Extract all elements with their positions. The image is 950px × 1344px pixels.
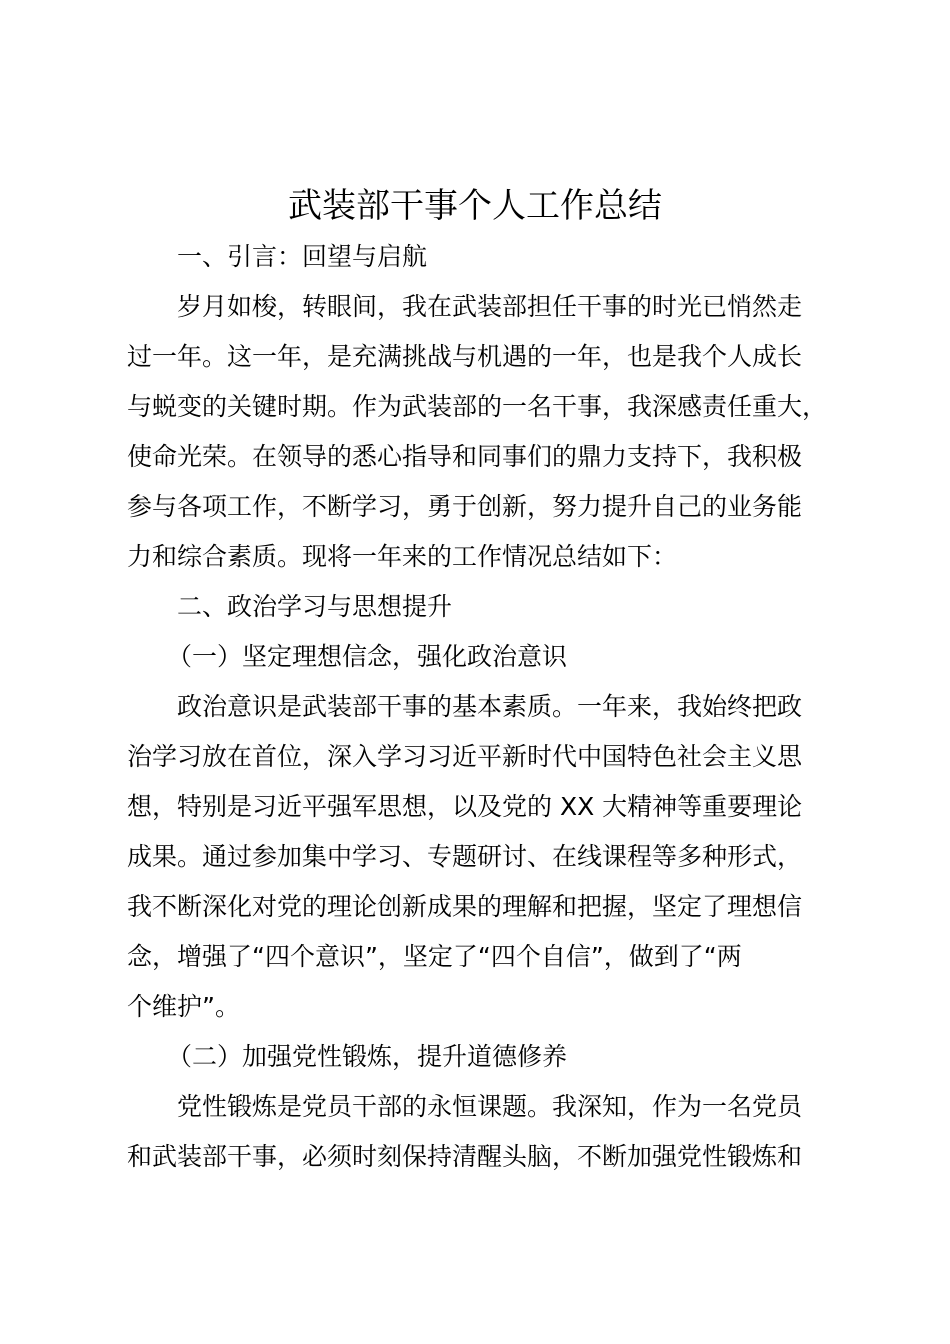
text-line: 政治意识是武装部干事的基本素质。一年来，我始终把政	[177, 692, 803, 721]
text-line: 想，特别是习近平强军思想，以及党的 XX 大精神等重要理论	[127, 792, 803, 821]
text-line: 二、政治学习与思想提升	[177, 592, 453, 621]
text-line: （二）加强党性锻炼，提升道德修养	[167, 1042, 568, 1071]
text-line: 党性锻炼是党员干部的永恒课题。我深知，作为一名党员	[177, 1092, 803, 1121]
document-body	[127, 232, 847, 1182]
text-line: 过一年。这一年，是充满挑战与机遇的一年，也是我个人成长	[127, 342, 803, 371]
document-title: 武装部干事个人工作总结	[288, 186, 662, 226]
text-line: 与蜕变的关键时期。作为武装部的一名干事，我深感责任重大，	[127, 392, 828, 421]
text-line: 岁月如梭，转眼间，我在武装部担任干事的时光已悄然走	[177, 292, 803, 321]
text-line: 参与各项工作，不断学习，勇于创新，努力提升自己的业务能	[127, 492, 803, 521]
text-line: 使命光荣。在领导的悉心指导和同事们的鼎力支持下，我积极	[127, 442, 803, 471]
text-line: 治学习放在首位，深入学习习近平新时代中国特色社会主义思	[127, 742, 803, 771]
text-line: 成果。通过参加集中学习、专题研讨、在线课程等多种形式，	[127, 842, 803, 871]
text-line: 力和综合素质。现将一年来的工作情况总结如下：	[127, 542, 678, 571]
text-line: 念，增强了“四个意识”，坚定了“四个自信”，做到了“两	[127, 942, 742, 971]
text-line: 个维护”。	[127, 992, 240, 1021]
text-line: （一）坚定理想信念，强化政治意识	[167, 642, 568, 671]
text-line: 一、引言：回望与启航	[177, 242, 428, 271]
text-line: 我不断深化对党的理论创新成果的理解和把握，坚定了理想信	[127, 892, 803, 921]
text-line: 和武装部干事，必须时刻保持清醒头脑，不断加强党性锻炼和	[127, 1142, 803, 1171]
